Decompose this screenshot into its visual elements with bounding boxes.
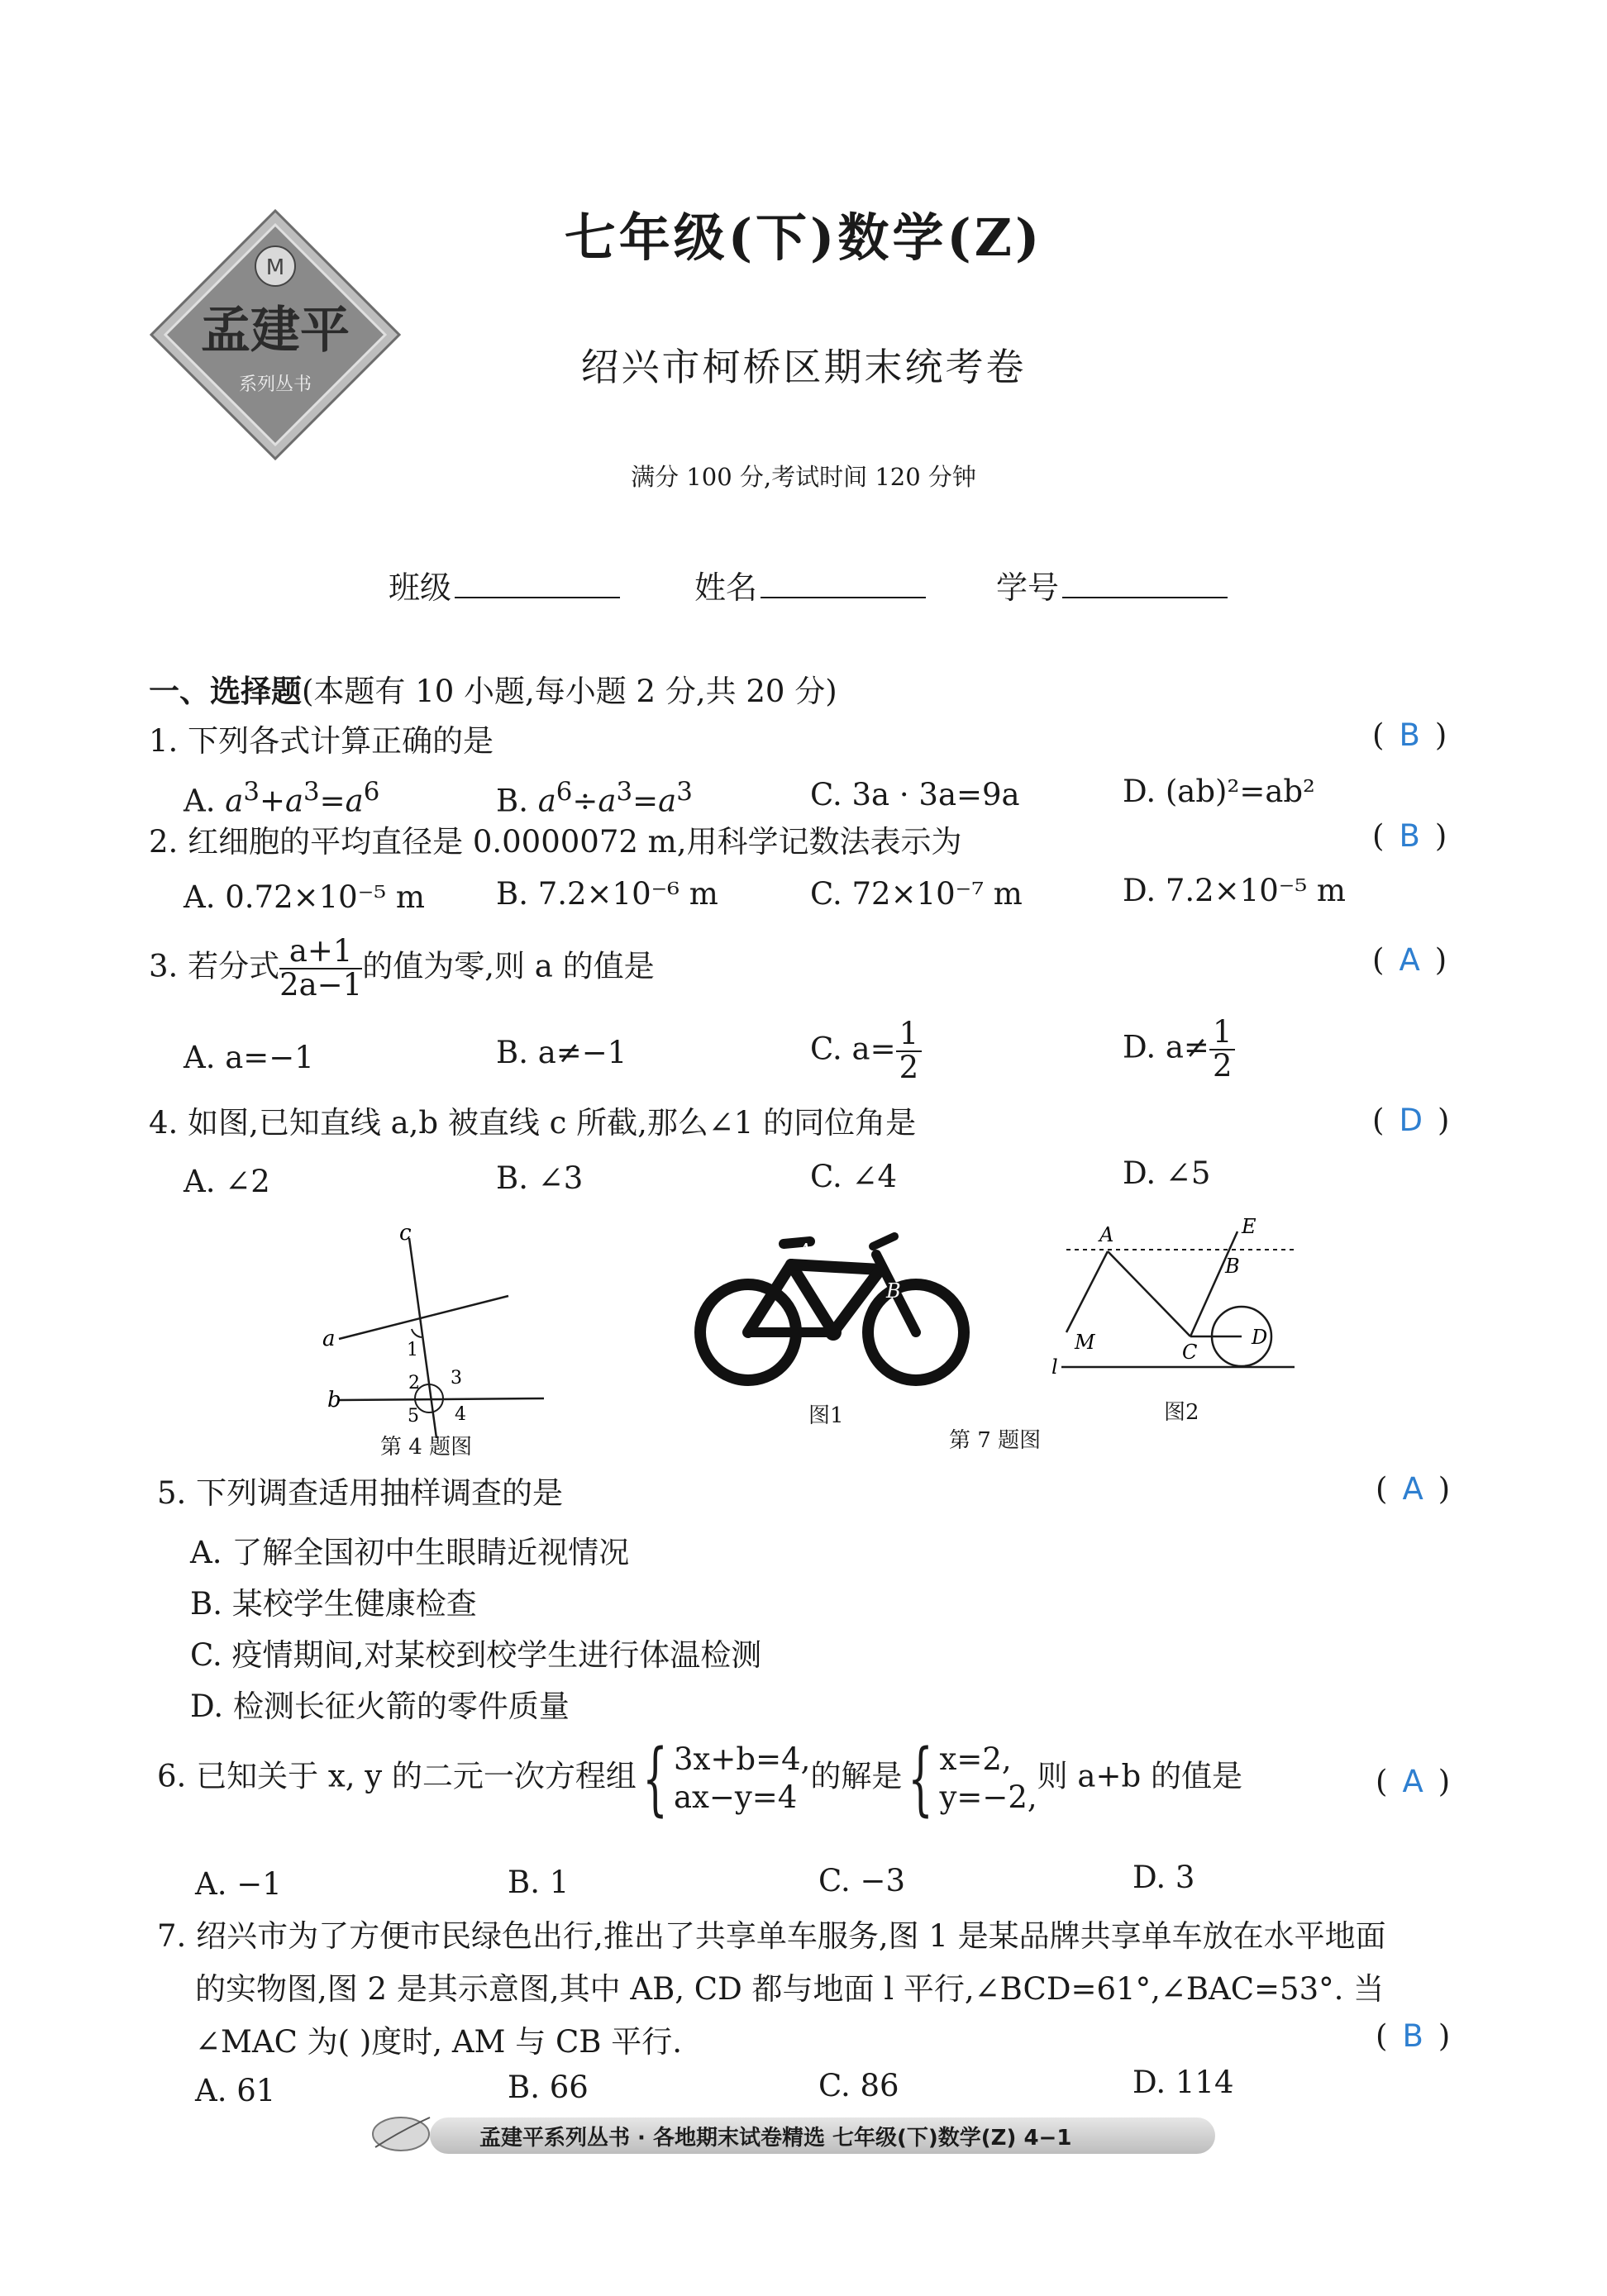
name-label: 姓名 [694,569,758,606]
section-head: 一、选择题 [149,673,302,709]
fig2-label-A: A [1099,1223,1114,1246]
q2-option-c: C. 72×10⁻⁷ m [810,876,1023,912]
bike-label-B: B [886,1279,901,1303]
fig2-label-l: l [1051,1355,1058,1379]
q6-option-b: B. 1 [508,1865,570,1900]
footer-text: 孟建平系列丛书 · 各地期末试卷精选 七年级(下)数学(Z) 4−1 [479,2126,1072,2151]
id-field[interactable] [996,562,1228,607]
q7-option-c: C. 86 [818,2068,899,2103]
q6-solution: x=2, y=−2, [939,1741,1037,1815]
q3-answer: ( A ) [1372,942,1447,978]
q4-figure [314,1215,562,1463]
svg-text:M: M [265,255,285,280]
fig4-label-c: c [399,1221,412,1246]
q5-answer: ( A ) [1376,1471,1451,1507]
q4-option-b: B. ∠3 [496,1160,584,1196]
id-blank[interactable] [1062,567,1228,598]
q4-stem: 4. 如图,已知直线 a,b 被直线 c 所截,那么∠1 的同位角是 [149,1105,917,1141]
q3-option-c: C. a= $\frac{1}{2}$ [810,1018,922,1084]
q6-option-d: D. 3 [1133,1860,1195,1895]
page-footer [364,2106,1257,2159]
q7-option-d: D. 114 [1133,2065,1234,2100]
q7-option-b: B. 66 [508,2070,589,2105]
q6-answer: ( A ) [1376,1764,1451,1799]
bike-label-M: M [729,1339,750,1362]
exam-meta: 满分 100 分,考试时间 120 分钟 [631,463,976,491]
name-blank[interactable] [761,567,926,598]
fig4-label-1: 1 [407,1340,418,1360]
bike-label-C: C [828,1342,844,1365]
fig4-caption: 第 4 题图 [380,1435,473,1460]
q3-fraction: $\frac{a+1}{2a-1}$ [279,933,363,1003]
q4-option-c: C. ∠4 [810,1159,898,1194]
q1-option-c: C. 3a · 3a=9a [810,777,1020,812]
fig4-label-5: 5 [408,1406,419,1427]
fig4-label-4: 4 [455,1404,466,1425]
q2-answer: ( B ) [1372,818,1447,854]
bike-label-A: A [798,1240,813,1263]
fig2-label-C: C [1182,1341,1198,1364]
schematic-figure [1050,1208,1306,1398]
q7-line2: 的实物图,图 2 是其示意图,其中 AB, CD 都与地面 l 平行,∠BCD=61°,∠BAC=53°. 当 [195,1971,1385,2007]
q3-stem: 3. 若分式 $\frac{a+1}{2a-1}$ 的值为零,则 a 的值是 [149,933,655,1003]
q1-option-d: D. (ab)²=ab² [1123,774,1315,809]
bicycle-figure [686,1215,984,1422]
q5-option-b: B. 某校学生健康检查 [190,1586,477,1622]
logo-sub: 系列丛书 [238,374,312,395]
fig2-caption: 图2 [1164,1400,1199,1425]
q1-answer: ( B ) [1372,717,1447,753]
logo-text: 孟建平 [201,302,350,360]
q5-stem: 5. 下列调查适用抽样调查的是 [157,1475,564,1511]
q6-system: 3x+b=4, ax−y=4 [673,1741,811,1815]
q6-option-c: C. −3 [818,1863,906,1898]
fig4-label-a: a [322,1327,336,1351]
q1-option-a: A. $a^3+a^3=a^6$ [184,777,380,819]
q4-option-d: D. ∠5 [1123,1155,1211,1191]
q6-stem: 6. 已知关于 x, y 的二元一次方程组{ 3x+b=4, ax−y=4 的解是{ x=2, y=−2, 则 a+b 的值是 [157,1732,1242,1825]
q3-option-a: A. a=−1 [184,1040,314,1075]
class-label: 班级 [389,569,452,606]
section-note: (本题有 10 小题,每小题 2 分,共 20 分) [302,674,837,709]
class-field[interactable] [389,562,620,607]
page-title: 七年级(下)数学(Z) [564,207,1043,268]
q4-answer: ( D ) [1372,1103,1450,1138]
fig2-label-E: E [1242,1215,1257,1238]
fig4-label-b: b [327,1388,341,1412]
q7-option-a: A. 61 [195,2073,276,2108]
q3-option-b: B. a≠−1 [496,1035,627,1070]
q5-option-a: A. 了解全国初中生眼睛近视情况 [190,1535,630,1570]
q2-stem: 2. 红细胞的平均直径是 0.0000072 m,用科学记数法表示为 [149,824,962,860]
q2-option-d: D. 7.2×10⁻⁵ m [1123,873,1347,908]
fig2-label-M: M [1075,1331,1095,1354]
fig7-caption: 第 7 题图 [949,1428,1042,1453]
q3-option-d: D. a≠ $\frac{1}{2}$ [1123,1017,1235,1083]
class-blank[interactable] [455,567,620,598]
fig2-label-B: B [1225,1255,1240,1278]
fig2-label-D: D [1252,1326,1268,1349]
q5-option-d: D. 检测长征火箭的零件质量 [190,1689,570,1724]
q6-option-a: A. −1 [195,1866,282,1902]
name-field[interactable] [694,562,926,607]
q4-option-a: A. ∠2 [184,1164,270,1199]
q7-line1: 7. 绍兴市为了方便市民绿色出行,推出了共享单车服务,图 1 是某品牌共享单车放在水平地面 [157,1918,1386,1954]
fig4-label-3: 3 [451,1368,462,1389]
q7-line3: ∠MAC 为( )度时, AM 与 CB 平行. [195,2024,682,2060]
q7-answer: ( B ) [1376,2018,1451,2054]
page-subtitle: 绍兴市柯桥区期末统考卷 [580,345,1027,389]
fig1-caption: 图1 [808,1403,844,1428]
bike-label-D: D [908,1339,924,1362]
q2-option-a: A. 0.72×10⁻⁵ m [184,879,425,915]
q5-option-c: C. 疫情期间,对某校到校学生进行体温检测 [190,1637,762,1673]
leaf-icon [364,2106,438,2159]
q1-option-b: B. $a^6\div a^3=a^3$ [496,777,693,819]
id-label: 学号 [996,569,1060,606]
q2-option-b: B. 7.2×10⁻⁶ m [496,876,718,912]
fig4-label-2: 2 [408,1373,420,1393]
section-heading [149,666,837,711]
q1-stem: 1. 下列各式计算正确的是 [149,723,494,759]
